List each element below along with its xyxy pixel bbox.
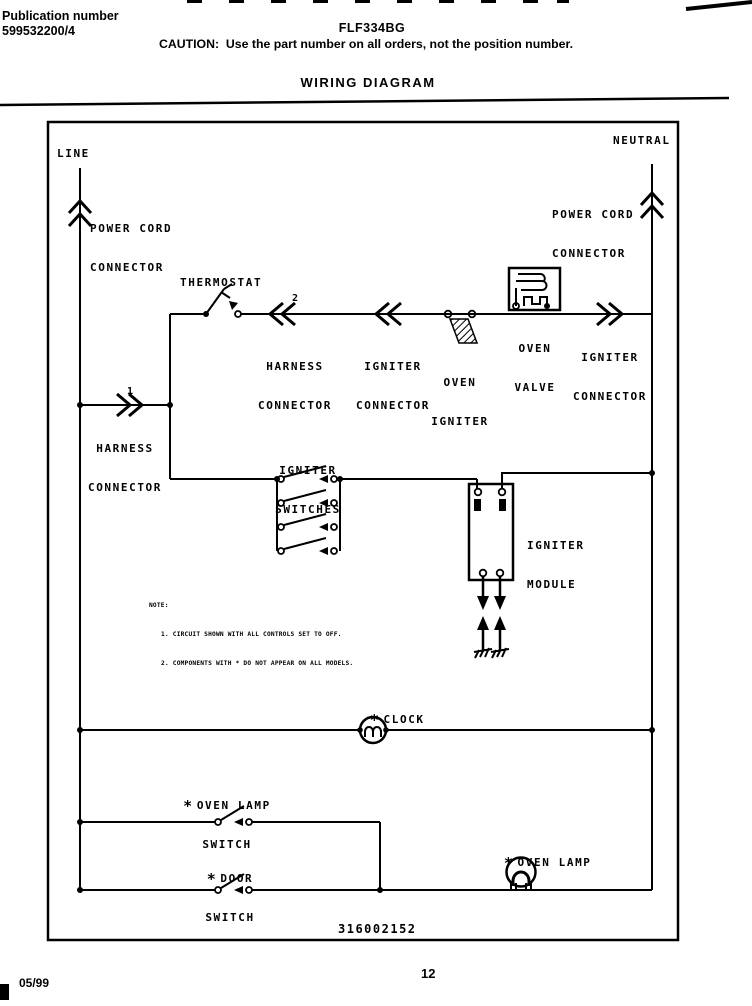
page-number: 12 <box>421 966 436 981</box>
power-cord-connector-right-label: POWER CORD CONNECTOR <box>552 208 635 260</box>
oven-lamp-switch-label: * OVEN LAMP SWITCH <box>183 797 271 851</box>
harness-connector-2-label: HARNESS CONNECTOR <box>257 360 332 412</box>
publication-number: 599532200/4 <box>2 24 75 38</box>
thermostat-label: THERMOSTAT <box>180 276 263 289</box>
model-number: FLF334BG <box>338 21 406 35</box>
harness-connector-2-number: 2 <box>292 293 299 304</box>
note-item: 2. COMPONENTS WITH * DO NOT APPEAR ON ALL MODELS. <box>161 659 354 667</box>
header-rule <box>0 98 729 105</box>
publication-label: Publication number <box>2 9 119 23</box>
igniter-module-symbol <box>469 484 513 610</box>
footer-date: 05/99 <box>19 976 50 990</box>
door-switch-label: * DOOR SWITCH <box>205 870 255 924</box>
asterisk-mark: * <box>503 854 515 872</box>
diagram-part-number: 316002152 <box>338 922 417 936</box>
oven-valve-label: OVEN VALVE <box>514 342 556 394</box>
harness-connector-1-label: HARNESS CONNECTOR <box>87 442 162 494</box>
page-title: WIRING DIAGRAM <box>300 75 436 90</box>
module-pin-marking <box>499 499 506 511</box>
oven-igniter-label: OVEN IGNITER <box>431 376 489 428</box>
neutral-label: NEUTRAL <box>613 134 671 147</box>
oven-lamp-label: * OVEN LAMP <box>503 854 592 872</box>
igniter-connector-right-label: IGNITER CONNECTOR <box>572 351 647 403</box>
line-label: LINE <box>57 147 90 160</box>
note-item: 1. CIRCUIT SHOWN WITH ALL CONTROLS SET TO OFF. <box>161 630 342 638</box>
asterisk-mark: * <box>183 797 194 815</box>
diagram-notes <box>149 582 353 688</box>
igniter-switches-label: IGNITER SWITCHES <box>275 464 341 516</box>
clock-label: * CLOCK <box>369 711 425 729</box>
module-pin-marking <box>474 499 481 511</box>
asterisk-mark: * <box>369 711 381 729</box>
harness-connector-1-number: 1 <box>127 386 134 397</box>
igniter-module-label: IGNITER MODULE <box>527 539 585 591</box>
asterisk-mark: * <box>206 870 218 888</box>
spark-electrode-arrows <box>474 616 509 658</box>
caution-text: CAUTION: Use the part number on all orders, not the position number. <box>158 37 574 51</box>
power-cord-connector-left-label: POWER CORD CONNECTOR <box>90 222 173 274</box>
notes-heading: NOTE: <box>149 602 169 610</box>
oven-igniter-symbol <box>445 311 477 343</box>
igniter-connector-mid-label: IGNITER CONNECTOR <box>355 360 430 412</box>
